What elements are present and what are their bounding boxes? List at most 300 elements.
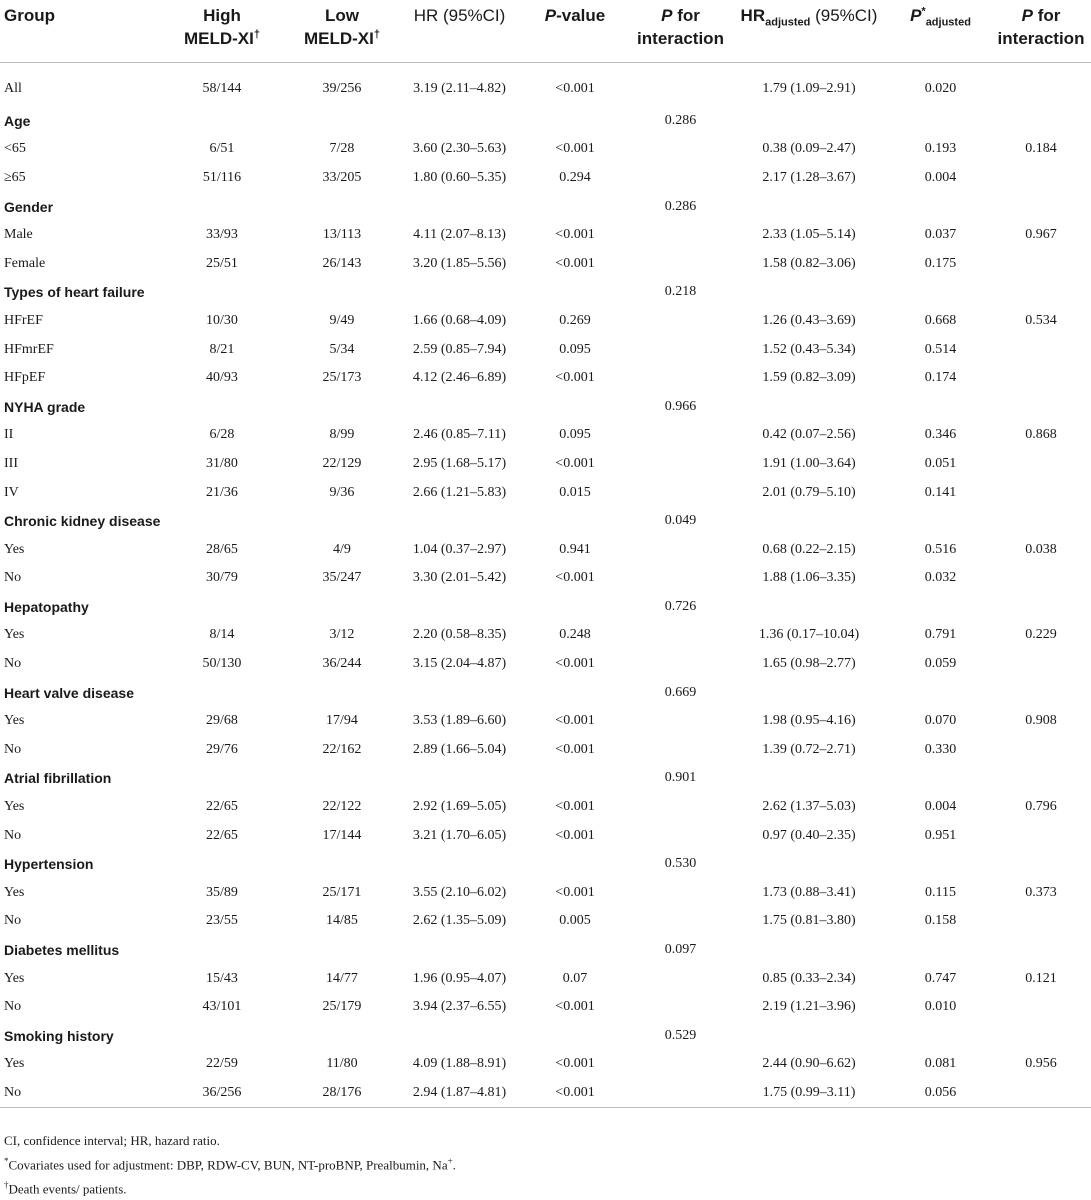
low-meld-cell [282,936,402,965]
hr-adjusted-cell: 0.85 (0.33–2.34) [762,970,856,986]
high-meld-cell: 23/55 [206,913,238,929]
hr-adjusted-cell: 0.38 (0.09–2.47) [762,141,856,157]
abbrev-text: CI, confidence interval; HR, hazard ratio. [4,1133,220,1148]
p-value-cell: <0.001 [555,80,595,96]
high-label: High [203,6,241,25]
group-cell: IV [4,484,19,500]
p-interaction-cell [633,450,728,479]
table-group-row [0,507,1091,536]
p-interaction-cell: 0.901 [664,770,697,786]
table-group-row [0,764,1091,793]
low-meld-cell: 36/244 [322,656,362,672]
high-meld-cell: 15/43 [206,970,238,986]
low-meld-cell [282,392,402,421]
low-meld-cell: 14/85 [326,913,358,929]
high-meld-cell: 33/93 [206,227,238,243]
high-meld-cell [162,507,282,536]
hr-cell: 2.59 (0.85–7.94) [412,341,507,357]
p-interaction-adjusted-cell [991,593,1091,622]
table-row [0,707,1091,736]
hr-cell: 1.66 (0.68–4.09) [412,312,507,328]
low-meld-label: MELD-XI [303,29,374,48]
p-value-cell: <0.001 [555,455,595,471]
low-meld-cell: 28/176 [282,1079,402,1108]
group-cell: Yes [4,799,25,815]
high-meld-cell [162,593,282,622]
p-value-cell: <0.001 [555,1056,595,1072]
high-meld-cell: 6/28 [209,427,235,443]
p-interaction-cell: 0.049 [664,513,697,529]
p-adjusted-cell: 0.141 [924,484,957,500]
p-adjusted-cell: 0.346 [924,427,957,443]
p-value-cell: 0.095 [559,341,591,357]
p-interaction-cell [633,164,728,193]
low-meld-cell: 22/129 [322,455,362,471]
p-interaction-adjusted-cell [991,478,1091,507]
high-meld-cell: 28/65 [206,541,238,557]
hradj-main: HR [740,6,766,25]
pint-interaction: interaction [637,29,724,48]
p-adjusted-cell: 0.051 [924,455,957,471]
p-value-cell [517,936,633,965]
p-interaction-adjusted-cell [991,821,1091,850]
table-footnotes [4,1130,456,1200]
hr-adjusted-cell: 2.17 (1.28–3.67) [762,169,856,185]
p-interaction-cell [633,993,728,1022]
table-row [0,564,1091,593]
p-adjusted-cell: 0.070 [924,713,957,729]
p-adjusted-cell [890,764,991,793]
group-cell: No [4,827,22,843]
low-meld-cell: 25/171 [322,884,362,900]
high-meld-cell: 22/59 [206,1056,238,1072]
hr-adjusted-cell [728,678,890,707]
p-adjusted-cell [890,107,991,136]
cov-end: . [452,1157,456,1173]
p-value-cell: 0.269 [559,312,591,328]
low-meld-cell [282,593,402,622]
p-interaction-cell: 0.097 [664,942,697,958]
hr-cell: 1.96 (0.95–4.07) [412,970,507,986]
p-adjusted-cell [890,1022,991,1051]
low-meld-cell: 26/143 [322,255,362,271]
high-meld-cell: 29/68 [206,713,238,729]
p-value-cell [517,678,633,707]
p-interaction-cell [633,564,728,593]
group-label: Group [4,6,55,25]
p-interaction-cell [633,535,728,564]
hr-cell: 4.11 (2.07–8.13) [413,227,506,243]
col-group-header [0,0,162,62]
p-interaction-adjusted-cell: 0.868 [1025,427,1057,443]
hr-cell: 3.21 (1.70–6.05) [412,827,507,843]
high-meld-cell: 22/65 [206,827,238,843]
p-interaction-adjusted-cell: 0.373 [1025,884,1057,900]
group-cell: No [4,656,22,672]
low-meld-cell: 33/205 [322,169,362,185]
table-group-row [0,107,1091,136]
hr-cell [402,192,517,221]
p-value-cell: <0.001 [555,713,595,729]
hr-adjusted-cell [728,278,890,307]
group-cell: II [4,427,14,443]
hr-cell: 2.94 (1.87–4.81) [402,1079,517,1108]
high-meld-cell: 51/116 [202,169,242,185]
table-group-row [0,192,1091,221]
hr-cell: 3.53 (1.89–6.60) [412,713,507,729]
hr-cell [402,850,517,879]
p-interaction-adjusted-cell: 0.908 [1025,713,1057,729]
p-adjusted-cell: 0.010 [924,999,957,1015]
col-p-interaction-adjusted-header [991,0,1091,62]
table-row [0,1050,1091,1079]
low-meld-cell: 17/94 [326,713,358,729]
p-adjusted-cell [890,850,991,879]
high-meld-cell: 35/89 [206,884,238,900]
hr-cell: 2.92 (1.69–5.05) [412,799,507,815]
low-meld-cell: 13/113 [322,227,362,243]
group-cell: No [4,999,22,1015]
p-adjusted-cell: 0.032 [924,570,957,586]
p-value-cell: <0.001 [555,884,595,900]
group-cell: Yes [4,1056,25,1072]
hr-cell [402,507,517,536]
group-cell: HFmrEF [4,341,54,357]
p-interaction-cell [633,907,728,936]
hr-adjusted-cell: 1.75 (0.99–3.11) [728,1079,890,1108]
p-value-cell: <0.001 [555,141,595,157]
col-p-value-header [517,0,633,62]
p-adjusted-cell: 0.081 [924,1056,957,1072]
low-meld-cell: 3/12 [329,627,355,643]
p-interaction-adjusted-cell [991,650,1091,679]
high-meld-cell: 31/80 [206,455,238,471]
group-cell: Yes [4,884,25,900]
high-meld-cell [162,192,282,221]
p-value-cell [517,392,633,421]
hr-cell: 2.46 (0.85–7.11) [413,427,506,443]
p-interaction-adjusted-cell [991,164,1091,193]
hr-cell: 2.62 (1.35–5.09) [412,913,507,929]
low-meld-cell: 25/173 [322,370,362,386]
p-value-cell: 0.294 [559,169,591,185]
hradj-sub: adjusted [765,16,811,29]
high-meld-cell: 40/93 [206,370,238,386]
group-cell: Atrial fibrillation [4,770,112,787]
p-value-cell: <0.001 [555,227,595,243]
table-row [0,793,1091,822]
low-meld-cell: 5/34 [329,341,355,357]
p-interaction-adjusted-cell [991,107,1091,136]
high-meld-cell [162,764,282,793]
p-adjusted-cell [890,192,991,221]
hr-adjusted-cell: 1.36 (0.17–10.04) [758,627,860,643]
p-adjusted-cell [890,392,991,421]
low-meld-cell [282,107,402,136]
p-value-cell: <0.001 [555,799,595,815]
hr-cell: 4.09 (1.88–8.91) [412,1056,507,1072]
p-interaction-cell: 0.530 [664,856,697,872]
p-interaction-adjusted-cell [991,364,1091,393]
p-value-cell: 0.015 [559,484,591,500]
col-p-interaction-header [633,0,728,62]
col-hr-header [402,0,517,62]
p-interaction-adjusted-cell [991,564,1091,593]
hr-adjusted-cell: 0.97 (0.40–2.35) [762,827,856,843]
low-meld-cell [282,192,402,221]
low-meld-cell: 7/28 [329,141,355,157]
p-interaction-cell [633,478,728,507]
p-interaction-adjusted-cell [991,335,1091,364]
hr-adjusted-cell: 1.59 (0.82–3.09) [762,370,856,386]
p-adjusted-cell: 0.747 [924,970,957,986]
col-hr-adjusted-header [728,0,890,62]
p-interaction-cell [633,1079,728,1108]
p-interaction-cell [633,621,728,650]
hr-cell [402,278,517,307]
hr-cell: 3.94 (2.37–6.55) [412,999,507,1015]
p-value-cell: <0.001 [555,999,595,1015]
low-meld-cell: 11/80 [326,1056,358,1072]
high-meld-cell: 21/36 [206,484,238,500]
low-meld-cell: 35/247 [322,570,362,586]
high-meld-cell: 10/30 [206,312,238,328]
group-cell: Diabetes mellitus [4,942,120,959]
hr-adjusted-cell: 1.26 (0.43–3.69) [762,312,856,328]
p-adjusted-cell [890,678,991,707]
hr-adjusted-cell [728,850,890,879]
p-interaction-cell [633,1050,728,1079]
p-adjusted-cell [890,593,991,622]
hr-adjusted-cell [728,392,890,421]
hr-adjusted-cell [728,507,890,536]
hr-adjusted-cell: 1.79 (1.09–2.91) [762,80,856,96]
table-body [0,62,1091,1108]
high-meld-label: MELD-XI [183,29,254,48]
p-adjusted-cell: 0.175 [924,255,957,271]
p-interaction-adjusted-cell [991,1022,1091,1051]
p-interaction-adjusted-cell: 0.956 [1025,1056,1057,1072]
hr-adjusted-cell: 1.58 (0.82–3.06) [762,255,856,271]
high-meld-cell [162,107,282,136]
hr-cell: 2.66 (1.21–5.83) [412,484,507,500]
low-meld-cell: 25/179 [322,999,362,1015]
p-value-cell [517,764,633,793]
low-meld-cell: 4/9 [333,541,351,557]
p-interaction-adjusted-cell: 0.534 [1025,312,1057,328]
p-interaction-cell [633,221,728,250]
high-meld-cell [162,678,282,707]
table-row [0,535,1091,564]
hr-cell: 2.20 (0.58–8.35) [412,627,507,643]
cov-text: Covariates used for adjustment: DBP, RDW-CV, BUN, NT-proBNP, Prealbumin, Na [8,1157,448,1173]
hr-cell [402,936,517,965]
hr-label: HR (95%CI) [413,6,506,25]
group-cell: Yes [4,970,25,986]
col-low-meld-header [282,0,402,62]
p-interaction-cell [633,707,728,736]
high-meld-cell [162,278,282,307]
hr-cell: 3.30 (2.01–5.42) [412,570,507,586]
death-mark: † [4,1180,9,1191]
group-cell: Smoking history [4,1027,114,1044]
group-cell: No [4,913,22,929]
death-text: Death events/ patients. [8,1181,127,1197]
group-cell: Hepatopathy [4,598,89,615]
table-row [0,164,1091,193]
p-adjusted-cell: 0.951 [924,827,957,843]
col-p-adjusted-header [890,0,991,62]
p-interaction-cell [633,736,728,765]
p-interaction-adjusted-cell [991,507,1091,536]
p-interaction-cell: 0.529 [664,1027,697,1043]
p-adjusted-cell [890,507,991,536]
table-group-row [0,1022,1091,1051]
hr-cell [402,392,517,421]
col-high-meld-header [162,0,282,62]
cov-mark: * [4,1156,9,1166]
high-meld-cell: 8/14 [209,627,235,643]
p-interaction-adjusted-cell: 0.121 [1025,970,1057,986]
p-value-cell: 0.941 [559,541,591,557]
low-meld-cell: 8/99 [329,427,355,443]
group-cell: Female [4,255,46,271]
table-row [0,421,1091,450]
p-interaction-cell [633,249,728,278]
low-meld-cell [282,678,402,707]
hr-cell [402,593,517,622]
high-meld-cell [162,936,282,965]
padj-sup: * [921,5,926,18]
p-adjusted-cell: 0.059 [924,656,957,672]
p-interaction-cell [633,62,728,107]
p-interaction-cell [633,364,728,393]
p-adjusted-cell: 0.193 [924,141,957,157]
low-meld-cell [282,278,402,307]
p-italic: P [544,6,557,25]
p-interaction-adjusted-cell: 0.967 [1025,227,1057,243]
p-interaction-adjusted-cell [991,1079,1091,1108]
hr-cell: 1.80 (0.60–5.35) [412,169,507,185]
hr-adjusted-cell [728,107,890,136]
high-meld-cell: 22/65 [206,799,238,815]
group-cell: NYHA grade [4,398,86,415]
p-interaction-adjusted-cell [991,249,1091,278]
p-interaction-cell [633,307,728,336]
p-interaction-adjusted-cell [991,62,1091,107]
p-adjusted-cell: 0.174 [924,370,957,386]
high-meld-cell: 30/79 [206,570,238,586]
p-interaction-adjusted-cell [991,736,1091,765]
table-group-row [0,392,1091,421]
hr-adjusted-cell: 1.88 (1.06–3.35) [762,570,856,586]
low-meld-cell: 22/122 [322,799,362,815]
table-row [0,478,1091,507]
p-adjusted-cell: 0.037 [924,227,957,243]
p-value-cell: <0.001 [555,570,595,586]
table-row [0,736,1091,765]
p-interaction-cell: 0.218 [664,284,697,300]
table-row [0,221,1091,250]
p-value-cell [517,1022,633,1051]
low-meld-cell: 22/162 [322,741,362,757]
table-row [0,993,1091,1022]
p-interaction-adjusted-cell: 0.229 [1025,627,1057,643]
p-adjusted-cell [890,936,991,965]
padj-main: P [910,6,922,25]
p-value-cell: 0.07 [562,970,588,986]
low-meld-cell [282,850,402,879]
low-meld-cell: 17/144 [322,827,362,843]
p-value-cell: <0.001 [555,656,595,672]
table-header [0,0,1091,62]
group-cell: Heart valve disease [4,684,134,701]
p-value-cell [517,850,633,879]
hr-adjusted-cell: 1.75 (0.81–3.80) [762,913,856,929]
table-row [0,879,1091,908]
group-cell: Chronic kidney disease [4,513,161,530]
p-adjusted-cell: 0.791 [924,627,957,643]
table-row [0,62,1091,107]
hr-adjusted-cell [728,192,890,221]
hr-cell: 3.15 (2.04–4.87) [412,656,507,672]
p-interaction-cell [633,879,728,908]
hr-adjusted-cell: 1.91 (1.00–3.64) [762,455,856,471]
pint2-for: for [1037,6,1061,25]
p-value-label: -value [556,6,606,25]
footnote-covariates [4,1151,456,1175]
p-value-cell [517,507,633,536]
p-interaction-adjusted-cell [991,993,1091,1022]
low-meld-cell: 14/77 [326,970,358,986]
hr-adjusted-cell: 2.33 (1.05–5.14) [762,227,856,243]
hr-adjusted-cell [728,1022,890,1051]
hr-cell [402,107,517,136]
table-row [0,135,1091,164]
hr-adjusted-cell [728,936,890,965]
table-group-row [0,850,1091,879]
p-interaction-cell [633,793,728,822]
p-adjusted-cell: 0.115 [925,884,956,900]
p-adjusted-cell: 0.056 [890,1079,991,1108]
p-value-cell [517,593,633,622]
hr-cell [402,764,517,793]
p-interaction-cell [633,135,728,164]
hr-adjusted-cell: 1.98 (0.95–4.16) [762,713,856,729]
p-value-cell: <0.001 [555,255,595,271]
hr-cell: 1.04 (0.37–2.97) [412,541,507,557]
p-interaction-adjusted-cell [991,278,1091,307]
p-interaction-adjusted-cell [991,850,1091,879]
table-row [0,621,1091,650]
low-dagger: † [373,28,380,41]
high-meld-cell: 29/76 [206,741,238,757]
p-value-cell: 0.248 [559,627,591,643]
group-cell: HFrEF [4,312,43,328]
table-row [0,364,1091,393]
hr-cell: 3.20 (1.85–5.56) [412,255,507,271]
group-cell: Hypertension [4,856,94,873]
p-interaction-adjusted-cell [991,450,1091,479]
hr-adjusted-cell: 2.44 (0.90–6.62) [762,1056,856,1072]
p-interaction-adjusted-cell [991,192,1091,221]
p-value-cell [517,107,633,136]
group-cell: ≥65 [4,169,26,185]
p-value-cell: <0.001 [555,827,595,843]
footnote-death-events [4,1175,456,1199]
p-adjusted-cell: 0.020 [924,80,957,96]
high-meld-cell [162,1022,282,1051]
